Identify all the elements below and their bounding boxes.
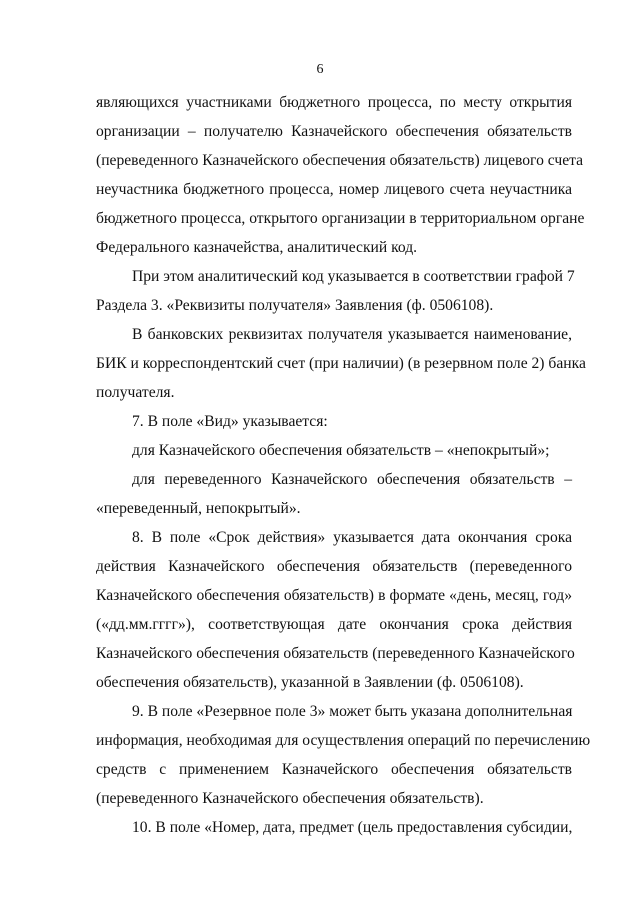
text-line-15: «переведенный, непокрытый».	[96, 500, 301, 517]
page-number: 6	[316, 62, 324, 77]
text-line-25: (переведенного Казначейского обеспечения обязательств).	[96, 790, 484, 807]
text-line-10: БИК и корреспондентский счет (при наличии) (в резервном поле 2) банка	[96, 355, 586, 372]
text-line-6: Федерального казначейства, аналитический код.	[96, 239, 418, 256]
text-line-8: Раздела 3. «Реквизиты получателя» Заявления (ф. 0506108).	[96, 297, 494, 314]
text-line-2: организации – получателю Казначейского обеспечения обязательств	[96, 123, 572, 140]
text-line-4: неучастника бюджетного процесса, номер лицевого счета неучастника	[96, 181, 572, 198]
text-line-20: Казначейского обеспечения обязательств (переведенного Казначейского	[96, 645, 575, 662]
text-line-16: 8. В поле «Срок действия» указывается дата окончания срока	[132, 529, 572, 546]
text-line-9: В банковских реквизитах получателя указывается наименование,	[132, 326, 572, 343]
text-line-14: для переведенного Казначейского обеспечения обязательств –	[132, 471, 572, 488]
text-line-5: бюджетного процесса, открытого организации в территориальном органе	[96, 210, 585, 227]
text-line-22: 9. В поле «Резервное поле 3» может быть указана дополнительная	[132, 703, 573, 720]
text-line-3: (переведенного Казначейского обеспечения обязательств) лицевого счета	[96, 152, 584, 169]
text-line-23: информация, необходимая для осуществления операций по перечислению	[96, 732, 591, 749]
text-line-13: для Казначейского обеспечения обязательств – «непокрытый»;	[132, 442, 550, 459]
text-line-26: 10. В поле «Номер, дата, предмет (цель предоставления субсидии,	[132, 819, 573, 836]
text-line-21: обеспечения обязательств), указанной в Заявлении (ф. 0506108).	[96, 674, 524, 691]
text-line-24: средств с применением Казначейского обеспечения обязательств	[96, 761, 572, 778]
text-line-7: При этом аналитический код указывается в соответствии графой 7	[132, 268, 575, 285]
text-line-18: Казначейского обеспечения обязательств) в формате «день, месяц, год»	[96, 587, 572, 604]
text-line-12: 7. В поле «Вид» указывается:	[132, 413, 328, 430]
text-line-17: действия Казначейского обеспечения обязательств (переведенного	[96, 558, 572, 575]
text-line-1: являющихся участниками бюджетного процесса, по месту открытия	[96, 94, 572, 111]
text-line-19: («дд.мм.гггг»), соответствующая дате окончания срока действия	[96, 616, 572, 633]
text-line-11: получателя.	[96, 384, 175, 401]
